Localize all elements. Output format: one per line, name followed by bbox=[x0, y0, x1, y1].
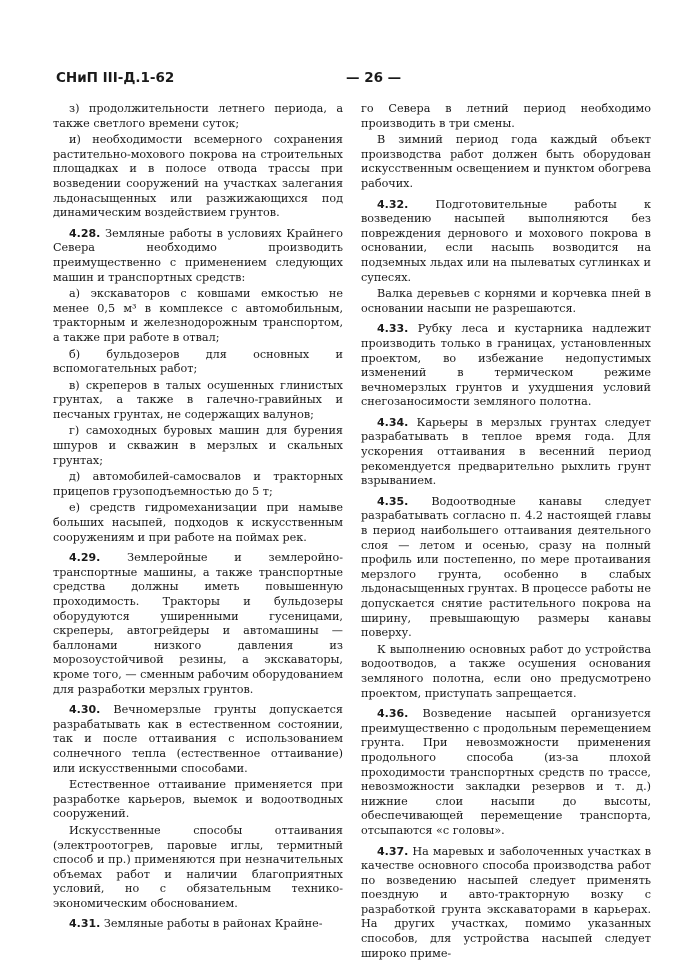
paragraph-text: В зимний период года каждый объект производства работ должен быть оборудован искусственным освещением и пунктом обогрева рабочих. bbox=[361, 133, 651, 190]
paragraph bbox=[361, 707, 651, 838]
paragraph-text: Подготовительные работы к возведению насыпей выполняются без повреждения дернового и мохового покрова в основании, если насыпь возводится на подземных льдах или на пылеватых суглинках и супесях. bbox=[361, 197, 651, 284]
paragraph-text: з) продолжительности летнего периода, а также светлого времени суток; bbox=[53, 102, 343, 130]
paragraph-text: Естественное оттаивание применяется при разработке карьеров, выемок и водоотводных сооружений. bbox=[53, 778, 343, 821]
clause-number: 4.34. bbox=[377, 415, 409, 429]
paragraph-text: г) самоходных буровых машин для бурения шпуров и скважин в мерзлых и скальных грунтах; bbox=[53, 424, 343, 467]
paragraph-text: Земляные работы в районах Крайне- bbox=[103, 917, 323, 931]
clause-number: 4.36. bbox=[377, 707, 409, 721]
paragraph-text: К выполнению основных работ до устройства водоотводов, а также осушения основания земляного полотна, если оно предусмотрено проектом, приступать запрещается. bbox=[361, 642, 651, 700]
paragraph-text: Рубку леса и кустарника надлежит производить только в границах, установленных проектом, во избежание недопустимых изменений в термическом режиме вечномерзлых грунтов и ухудшения условий снегозаносимости земляного полотна. bbox=[361, 322, 651, 409]
page-number: — 26 — bbox=[346, 70, 402, 86]
paragraph bbox=[53, 551, 343, 697]
paragraph-text: е) средств гидромеханизации при намыве больших насыпей, подходов к искусственным сооружениям и при работе на поймах рек. bbox=[53, 501, 343, 544]
paragraph bbox=[53, 703, 343, 776]
paragraph bbox=[53, 424, 343, 468]
paragraph-text: Искусственные способы оттаивания (электроотогрев, паровые иглы, термитный способ и пр.) применяются при незначительных объемах работ и наличии благоприятных условий, но с обязательным технико-экономическим обоснованием. bbox=[53, 823, 343, 910]
document-code: СНиП III-Д.1-62 bbox=[56, 70, 175, 86]
paragraph bbox=[361, 416, 651, 489]
paragraph bbox=[53, 102, 343, 131]
paragraph bbox=[53, 501, 343, 545]
paragraph bbox=[361, 322, 651, 410]
paragraph bbox=[53, 133, 343, 221]
paragraph bbox=[361, 845, 651, 962]
paragraph bbox=[361, 133, 651, 191]
clause-number: 4.31. bbox=[69, 917, 101, 931]
paragraph bbox=[53, 287, 343, 345]
clause-number: 4.30. bbox=[69, 703, 101, 717]
paragraph bbox=[361, 643, 651, 701]
paragraph bbox=[53, 227, 343, 285]
clause-number: 4.28. bbox=[69, 226, 101, 240]
paragraph-text: Возведение насыпей организуется преимущественно с продольным перемещением грунта. При невозможности применения продольного способа (из-за плохой проходимости транспортных средств по трассе, невозможности закладки резервов и т. д.) нижние слои насыпи до высоты, обеспечивающей перемещение транспорта, отсыпаются «с головы». bbox=[361, 707, 651, 837]
paragraph bbox=[361, 198, 651, 286]
paragraph-text: Валка деревьев с корнями и корчевка пней в основании насыпи не разрешаются. bbox=[361, 287, 651, 315]
right-column bbox=[361, 102, 651, 963]
paragraph-text: го Севера в летний период необходимо производить в три смены. bbox=[361, 102, 651, 130]
paragraph-text: Карьеры в мерзлых грунтах следует разрабатывать в теплое время года. Для ускорения оттаивания в весенний период рекомендуется предварительно рыхлить грунт взрыванием. bbox=[361, 415, 651, 488]
paragraph-text: и) необходимости всемерного сохранения растительно-мохового покрова на строительных площадках и в полосе отвода трассы при возведении сооружений на участках залегания льдонасыщенных или разжижающихся под динамическим воздействием грунтов. bbox=[53, 133, 343, 220]
paragraph bbox=[53, 348, 343, 377]
paragraph-text: б) бульдозеров для основных и вспомогательных работ; bbox=[53, 347, 343, 376]
clause-number: 4.37. bbox=[377, 844, 409, 858]
clause-number: 4.32. bbox=[377, 197, 409, 211]
page-header bbox=[56, 70, 644, 90]
clause-number: 4.35. bbox=[377, 494, 409, 508]
paragraph-text: в) скреперов в талых осушенных глинистых грунтах, а также в галечно-гравийных и песчаных грунтах, не содержащих валунов; bbox=[53, 378, 343, 421]
paragraph bbox=[361, 495, 651, 641]
paragraph-text: Водоотводные канавы следует разрабатывать согласно п. 4.2 настоящей главы в период наибольшего оттаивания деятельного слоя — летом и осенью, сразу на полный профиль или постепенно, по мере протаивания мерзлого грунта, особенно в слабых льдонасыщенных грунтах. В процессе работы не допускается снятие растительного покрова на ширину, превышающую размеры канавы поверху. bbox=[361, 494, 651, 640]
paragraph-text: Земляные работы в условиях Крайнего Севера необходимо производить преимущественно с применением следующих машин и транспортных средств: bbox=[53, 226, 343, 284]
paragraph-text: Вечномерзлые грунты допускается разрабатывать как в естественном состоянии, так и после оттаивания с использованием солнечного тепла (естественное оттаивание) или искусственными способами. bbox=[53, 703, 343, 775]
paragraph-text: д) автомобилей-самосвалов и тракторных прицепов грузоподъемностью до 5 т; bbox=[53, 470, 343, 498]
left-column bbox=[53, 102, 343, 934]
paragraph-text: Землеройные и землеройно-транспортные машины, а также транспортные средства должны иметь повышенную проходимость. Тракторы и бульдозеры оборудуются уширенными гусеницами, скреперы, автогрейдеры и автомашины — баллонами низкого давления из морозоустойчивой резины, а экскаваторы, кроме того, — сменным рабочим оборудованием для разработки мерзлых грунтов. bbox=[53, 551, 344, 696]
paragraph-text: На маревых и заболоченных участках в качестве основного способа производства работ по возведению насыпей следует применять поездную и авто-тракторную возку с разработкой грунта экскаваторами в карьерах. На других участках, помимо указанных способов, для устройства насыпей следует широко приме- bbox=[361, 844, 651, 960]
paragraph bbox=[53, 379, 343, 423]
paragraph bbox=[53, 470, 343, 499]
clause-number: 4.33. bbox=[377, 322, 409, 336]
paragraph bbox=[53, 824, 343, 912]
paragraph bbox=[53, 917, 343, 932]
paragraph-text: а) экскаваторов с ковшами емкостью не менее 0,5 м³ в комплексе с автомобильным, тракторным и железнодорожным транспортом, а также при работе в отвал; bbox=[53, 287, 343, 344]
paragraph bbox=[361, 287, 651, 316]
paragraph bbox=[361, 102, 651, 131]
paragraph bbox=[53, 778, 343, 822]
clause-number: 4.29. bbox=[69, 551, 101, 565]
